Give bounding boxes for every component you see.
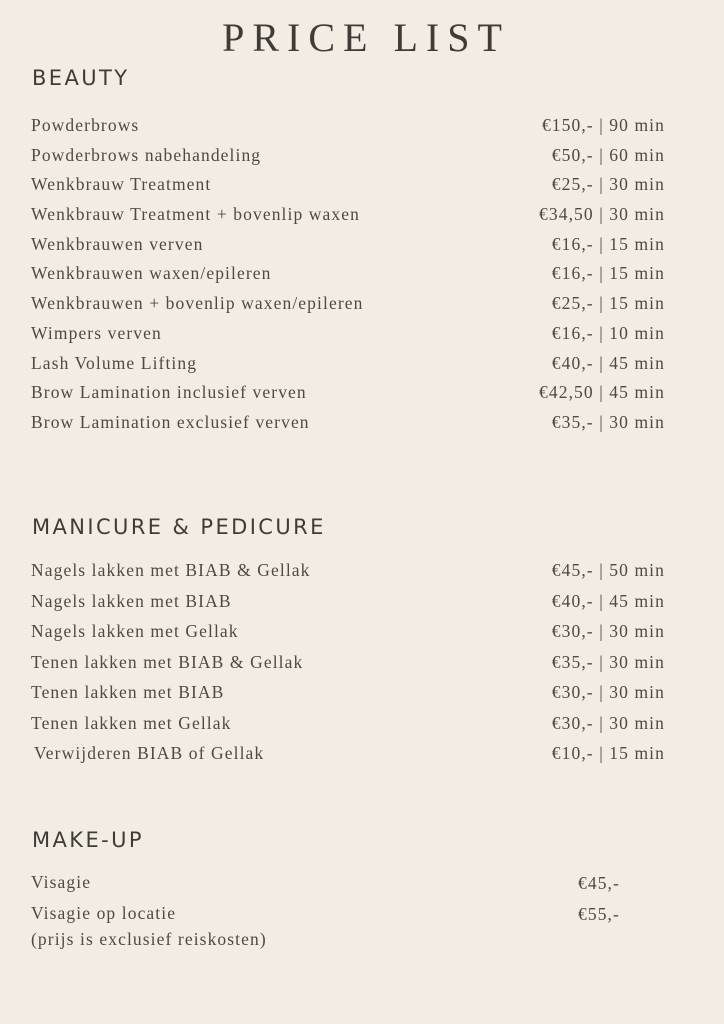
page-title: PRICE LIST: [222, 15, 510, 60]
section-heading-makeup: MAKE-UP: [32, 828, 144, 852]
service-price: €34,50 | 30 min: [539, 204, 665, 225]
service-name: Wenkbrauw Treatment + bovenlip waxen: [31, 204, 360, 225]
service-price: €10,- | 15 min: [551, 743, 665, 763]
list-item: [31, 115, 671, 145]
service-name: Powderbrows: [31, 115, 140, 135]
service-price: €55,-: [578, 904, 620, 924]
service-price: €45,- | 50 min: [551, 560, 665, 580]
service-price: €25,- | 15 min: [551, 293, 665, 314]
list-item: [31, 204, 671, 234]
service-price: €35,- | 30 min: [551, 651, 665, 672]
service-name: Wenkbrauw Treatment: [31, 174, 212, 195]
section-heading-beauty: BEAUTY: [32, 66, 130, 90]
list-item: [31, 560, 671, 591]
list-item: [31, 621, 671, 652]
list-item: [31, 263, 671, 293]
service-price: €30,- | 30 min: [551, 621, 665, 641]
list-item: [31, 234, 671, 264]
service-name: Powderbrows nabehandeling: [31, 144, 262, 165]
list-item: [31, 713, 671, 744]
service-name: Tenen lakken met BIAB: [31, 682, 225, 702]
service-name: Wenkbrauwen waxen/epileren: [31, 263, 272, 284]
service-note: (prijs is exclusief reiskosten): [31, 929, 267, 949]
list-item: [31, 652, 671, 683]
list-item: [31, 412, 671, 442]
service-name: Brow Lamination inclusief verven: [31, 382, 307, 403]
service-name: Lash Volume Lifting: [31, 352, 198, 373]
list-item: [31, 382, 671, 412]
service-name: Brow Lamination exclusief verven: [31, 411, 310, 432]
service-price: €40,- | 45 min: [551, 590, 665, 611]
section-heading-manicure-pedicure: MANICURE & PEDICURE: [32, 515, 326, 539]
service-price: €16,- | 15 min: [551, 263, 665, 284]
service-name: Wenkbrauwen + bovenlip waxen/epileren: [31, 293, 364, 314]
service-price: €40,- | 45 min: [551, 352, 665, 373]
service-price: €16,- | 10 min: [551, 322, 665, 343]
service-price: €30,- | 30 min: [551, 682, 665, 702]
list-item: [31, 743, 671, 774]
service-price: €16,- | 15 min: [551, 233, 665, 254]
list-item: [31, 591, 671, 622]
service-name: Tenen lakken met BIAB & Gellak: [31, 651, 304, 672]
list-item: [31, 293, 671, 323]
service-price: €35,- | 30 min: [551, 411, 665, 432]
service-name: Nagels lakken met BIAB: [31, 590, 232, 611]
service-name: Visagie: [31, 872, 92, 892]
service-price: €50,- | 60 min: [551, 144, 665, 165]
list-item: [31, 145, 671, 175]
list-item: [31, 174, 671, 204]
service-name: Nagels lakken met Gellak: [31, 621, 239, 641]
list-item: [31, 353, 671, 383]
service-price: €42,50 | 45 min: [539, 382, 665, 403]
service-name: Wimpers verven: [31, 322, 162, 343]
service-name: Nagels lakken met BIAB & Gellak: [31, 560, 311, 580]
service-name: Verwijderen BIAB of Gellak: [34, 743, 265, 763]
service-name: Wenkbrauwen verven: [31, 233, 204, 254]
list-item: [31, 682, 671, 713]
service-name: Visagie op locatie: [31, 903, 177, 923]
service-price: €150,- | 90 min: [541, 115, 665, 135]
manicure-pedicure-price-list: [31, 560, 671, 774]
beauty-price-list: [31, 115, 671, 442]
list-item: [31, 323, 671, 353]
service-price: €25,- | 30 min: [551, 174, 665, 195]
service-price: €30,- | 30 min: [551, 712, 665, 733]
service-price: €45,-: [578, 873, 620, 893]
service-name: Tenen lakken met Gellak: [31, 712, 232, 733]
